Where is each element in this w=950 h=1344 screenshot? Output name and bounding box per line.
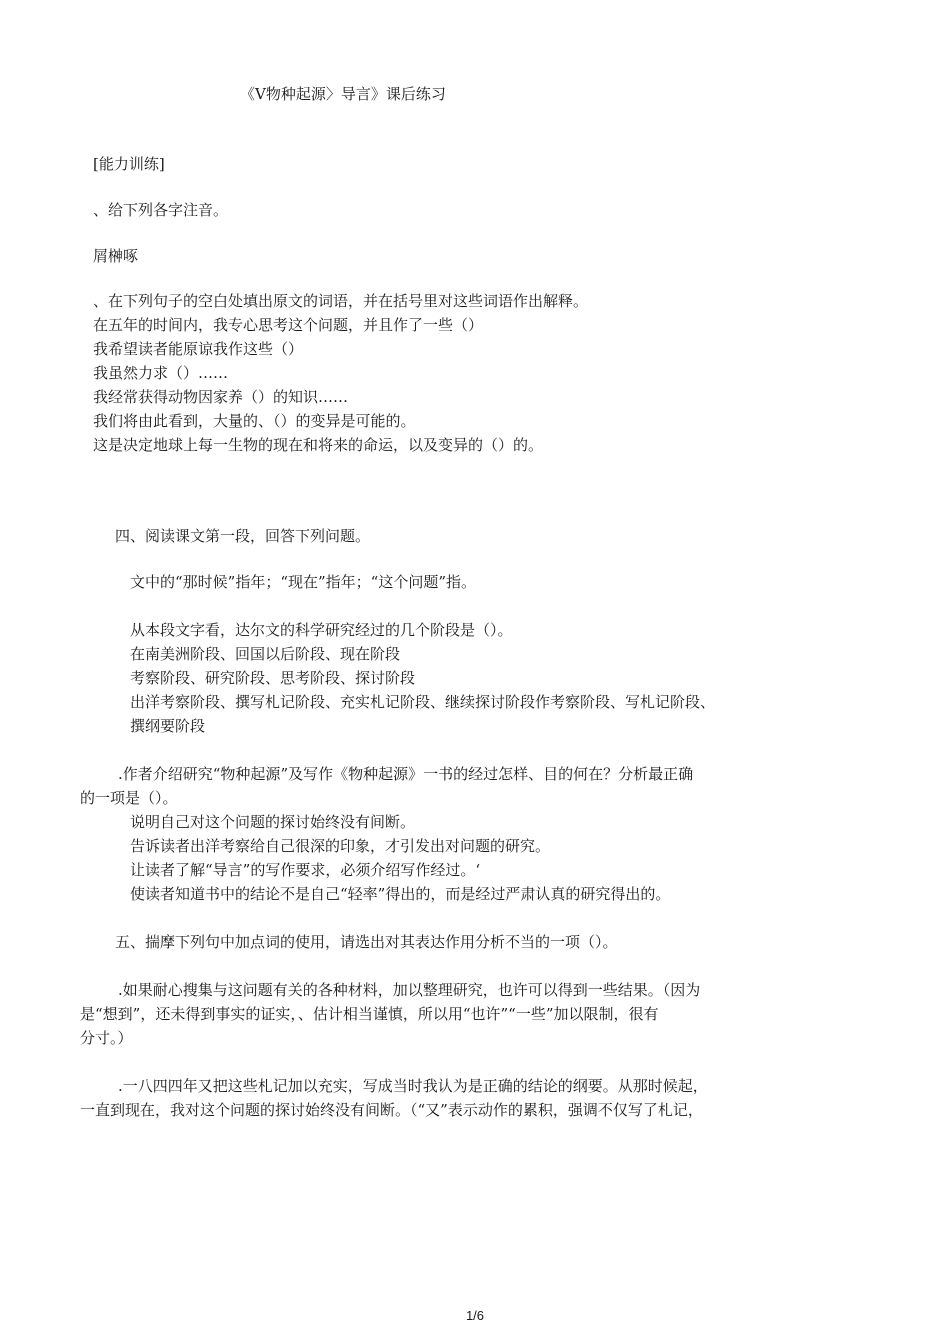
question-5-paragraph-1: .如果耐心搜集与这问题有关的各种材料，加以整理研究，也许可以得到一些结果。（因为 [118, 981, 701, 999]
question-4-sub-3-cont: 的一项是（）。 [80, 789, 178, 807]
document-title: 《V物种起源〉导言》课后练习 [240, 85, 446, 103]
question-4-sub-3-option: 告诉读者出洋考察给自己很深的印象，才引发出对问题的研究。 [130, 837, 551, 855]
question-2-instruction: 、在下列句子的空白处填出原文的词语，并在括号里对这些词语作出解释。 [93, 292, 589, 310]
question-4-heading: 四、阅读课文第一段，回答下列问题。 [115, 527, 371, 545]
question-4-sub-3-option: 让读者了解“导言”的写作要求，必须介绍写作经过。‘ [130, 861, 481, 879]
question-1-instruction: 、给下列各字注音。 [93, 201, 229, 219]
question-4-sub-3-option: 说明自己对这个问题的探讨始终没有间断。 [130, 813, 416, 831]
question-2-item: 这是决定地球上每一生物的现在和将来的命运，以及变异的（）的。 [93, 436, 544, 454]
question-4-sub-1: 文中的“那时候”指年；“现在”指年；“这个问题”指。 [130, 573, 477, 591]
question-4-sub-2-option: 在南美洲阶段、回国以后阶段、现在阶段 [130, 645, 401, 663]
question-4-sub-2-option: 考察阶段、研究阶段、思考阶段、探讨阶段 [130, 669, 416, 687]
question-2-item: 我虽然力求（）…… [93, 364, 229, 382]
question-5-paragraph-2: .一八四四年又把这些札记加以充实，写成当时我认为是正确的结论的纲要。从那时候起， [118, 1077, 708, 1095]
question-5-heading: 五、揣摩下列句中加点词的使用，请选出对其表达作用分析不当的一项（）。 [115, 933, 618, 951]
question-5-paragraph-1: 是“想到”，还未得到事实的证实，、估计相当谨慎，所以用“也许”“一些”加以限制，很有 [80, 1005, 659, 1023]
question-4-sub-2-option: 撰纲要阶段 [130, 717, 206, 735]
question-4-sub-2-option: 出洋考察阶段、撰写札记阶段、充实札记阶段、继续探讨阶段作考察阶段、写札记阶段、 [130, 693, 716, 711]
question-5-paragraph-1: 分寸。） [80, 1029, 133, 1047]
question-2-item: 在五年的时间内，我专心思考这个问题，并且作了一些（） [93, 316, 484, 334]
question-2-item: 我经常获得动物因家养（）的知识…… [93, 388, 349, 406]
question-4-sub-3-option: 使读者知道书中的结论不是自己“轻率”得出的，而是经过严肃认真的研究得出的。 [130, 885, 671, 903]
page-number: 1/6 [465, 1308, 485, 1323]
question-4-sub-2: 从本段文字看，达尔文的科学研究经过的几个阶段是（）。 [130, 621, 513, 639]
question-5-paragraph-2: 一直到现在，我对这个问题的探讨始终没有间断。（“又”表示动作的累积，强调不仅写了札记， [80, 1101, 703, 1119]
question-4-sub-3: .作者介绍研究“物种起源”及写作《物种起源》一书的经过怎样、目的何在？分析最正确 [118, 765, 694, 783]
section-heading: [能力训练] [93, 155, 165, 173]
question-1-chars: 屑榊啄 [93, 247, 139, 265]
question-2-item: 我希望读者能原谅我作这些（） [93, 340, 304, 358]
question-2-item: 我们将由此看到，大量的、（）的变异是可能的。 [93, 412, 416, 430]
